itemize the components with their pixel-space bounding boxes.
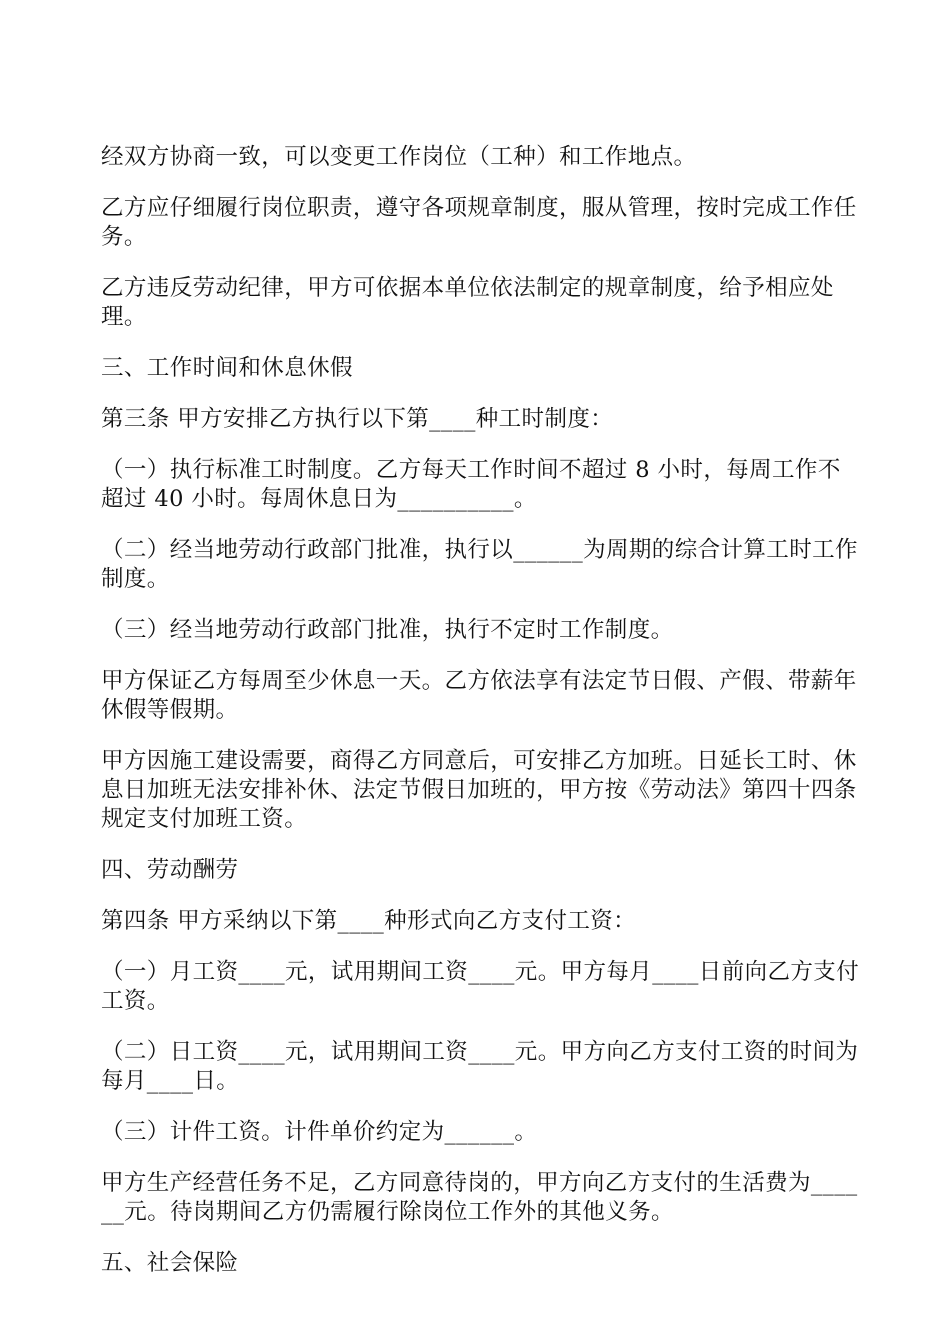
paragraph-rest-days: 甲方保证乙方每周至少休息一天。乙方依法享有法定节日假、产假、带薪年休假等假期。	[101, 668, 857, 723]
article-4: 第四条 甲方采纳以下第____种形式向乙方支付工资：	[101, 908, 637, 934]
paragraph-change-position: 经双方协商一致，可以变更工作岗位（工种）和工作地点。	[101, 144, 697, 170]
article-4-item-2: （二）日工资____元，试用期间工资____元。甲方向乙方支付工资的时间为每月____日。	[101, 1039, 859, 1094]
article-4-item-3: （三）计件工资。计件单价约定为______。	[101, 1119, 538, 1145]
article-3-item-3: （三）经当地劳动行政部门批准，执行不定时工作制度。	[101, 617, 674, 643]
article-3-item-2: （二）经当地劳动行政部门批准，执行以______为周期的综合计算工时工作制度。	[101, 537, 858, 592]
article-3: 第三条 甲方安排乙方执行以下第____种工时制度：	[101, 406, 614, 432]
paragraph-overtime: 甲方因施工建设需要，商得乙方同意后，可安排乙方加班。日延长工时、休息日加班无法安排补休、法定节假日加班的，甲方按《劳动法》第四十四条规定支付加班工资。	[101, 748, 857, 832]
article-3-item-1: （一）执行标准工时制度。乙方每天工作时间不超过 8 小时，每周工作不超过 40 小时。每周休息日为__________。	[101, 457, 841, 512]
paragraph-duties: 乙方应仔细履行岗位职责，遵守各项规章制度，服从管理，按时完成工作任务。	[101, 195, 857, 250]
document-body	[101, 143, 861, 1300]
paragraph-standby: 甲方生产经营任务不足，乙方同意待岗的，甲方向乙方支付的生活费为______元。待岗期间乙方仍需履行除岗位工作外的其他义务。	[101, 1170, 858, 1225]
article-4-item-1: （一）月工资____元，试用期间工资____元。甲方每月____日前向乙方支付工资。	[101, 959, 860, 1014]
section-heading-work-hours: 三、工作时间和休息休假	[101, 355, 353, 381]
section-heading-social-insurance: 五、社会保险	[101, 1250, 239, 1276]
section-heading-remuneration: 四、劳动酬劳	[101, 857, 239, 883]
paragraph-discipline: 乙方违反劳动纪律，甲方可依据本单位依法制定的规章制度，给予相应处理。	[101, 275, 834, 330]
